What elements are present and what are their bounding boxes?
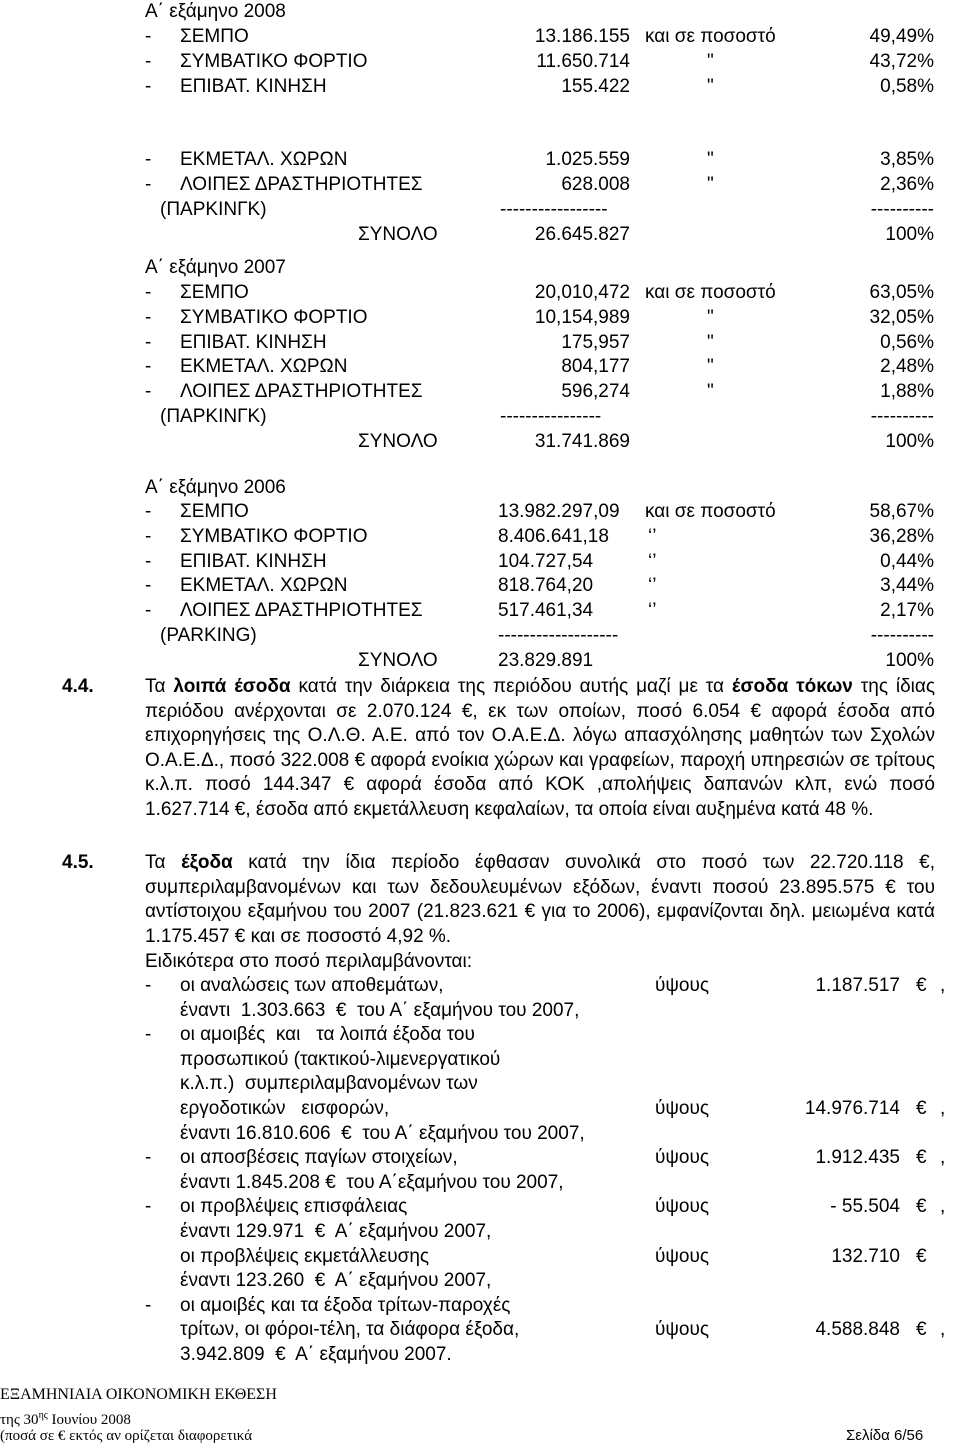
revenue-table-2007 (0, 281, 960, 455)
row-label: ΣΥΜΒΑΤΙΚΟ ΦΟΡΤΙΟ (180, 306, 368, 328)
total-percentage: 100% (885, 430, 934, 452)
row-percentage: 36,28% (869, 525, 934, 547)
item-ypsous-label: ύψους (655, 1097, 710, 1119)
expense-line (0, 1195, 960, 1220)
bold-term: έσοδα τόκων (731, 676, 853, 697)
item-dash: - (145, 1196, 152, 1218)
item-value: 1.912.435 (815, 1147, 900, 1169)
item-text: έναντι 129.971 € Α΄ εξαμήνου 2007, (180, 1220, 492, 1242)
row-amount: 8.406.641,18 (498, 525, 609, 547)
row-label: ΣΥΜΒΑΤΙΚΟ ΦΟΡΤΙΟ (180, 525, 368, 547)
expense-line (0, 999, 960, 1024)
row-percentage: 0,44% (880, 550, 934, 572)
row-amount: 13.982.297,09 (498, 501, 620, 522)
separator-amount: ---------------- (500, 405, 602, 427)
item-text: κ.λ.π.) συμπεριλαμβανομένων των (180, 1073, 478, 1095)
footer-report-title: ΕΞΑΜΗΝΙΑΙΑ ΟΙΚΟΝΟΜΙΚΗ ΕΚΘΕΣΗ (0, 1386, 277, 1403)
table-row (0, 281, 960, 306)
row-qualifier: " (707, 174, 714, 196)
row-label: ΣΕΜΠΟ (180, 282, 249, 303)
total-label: ΣΥΝΟΛΟ (358, 430, 438, 452)
row-dash: - (145, 75, 152, 97)
row-label: ΣΕΜΠΟ (180, 26, 249, 47)
table-row (0, 25, 960, 50)
expense-item (0, 1023, 960, 1146)
item-dash: - (145, 1294, 152, 1316)
row-percentage: 3,44% (880, 575, 934, 597)
total-row (0, 223, 960, 248)
row-dash: - (145, 356, 152, 378)
paragraph-other-income (145, 675, 935, 822)
row-qualifier: ‘’ (648, 600, 657, 622)
expense-line (0, 1097, 960, 1122)
row-dash: - (145, 525, 152, 547)
row-amount: 175,957 (561, 331, 630, 353)
item-ypsous-label: ύψους (655, 1245, 710, 1267)
row-dash: - (145, 282, 152, 303)
row-label: ΛΟΙΠΕΣ ΔΡΑΣΤΗΡΙΟΤΗΤΕΣ (180, 600, 423, 622)
item-dash: - (145, 1024, 152, 1046)
row-qualifier: " (707, 331, 714, 353)
item-text: τρίτων, οι φόροι-τέλη, τα διάφορα έξοδα, (180, 1319, 520, 1341)
expense-line (0, 1294, 960, 1319)
euro-sign: € (916, 1319, 927, 1341)
separator-percentage: ---------- (870, 405, 934, 427)
row-label: ΛΟΙΠΕΣ ΔΡΑΣΤΗΡΙΟΤΗΤΕΣ (180, 381, 423, 403)
expense-line (0, 1343, 960, 1368)
row-amount: 155.422 (561, 75, 630, 97)
row-label: ΛΟΙΠΕΣ ΔΡΑΣΤΗΡΙΟΤΗΤΕΣ (180, 174, 423, 196)
row-amount: 804,177 (561, 356, 630, 378)
separator-row (0, 198, 960, 223)
bold-term: έξοδα (181, 852, 233, 873)
table-row (0, 148, 960, 173)
expense-line (0, 1269, 960, 1294)
expense-item (0, 1195, 960, 1244)
row-amount: 517.461,34 (498, 600, 594, 622)
row-amount: 10,154,989 (534, 306, 630, 328)
item-dash: - (145, 975, 152, 996)
table-row (0, 75, 960, 100)
item-text: έναντι 16.810.606 € του Α΄ εξαμήνου του 2007, (180, 1122, 585, 1144)
total-amount: 23.829.891 (498, 649, 594, 671)
row-label: ΕΚΜΕΤΑΛ. ΧΩΡΩΝ (180, 575, 348, 597)
item-text: οι αμοιβές και τα έξοδα τρίτων-παροχές (180, 1294, 511, 1316)
expense-item (0, 1146, 960, 1195)
row-dash: - (145, 381, 152, 403)
row-dash: - (145, 600, 152, 622)
row-dash: - (145, 331, 152, 353)
item-ypsous-label: ύψους (655, 1196, 710, 1218)
row-amount: 628.008 (561, 174, 630, 196)
table-row (0, 550, 960, 575)
item-text: έναντι 1.303.663 € του Α΄ εξαμήνου του 2007, (180, 999, 580, 1021)
row-parenthetical: (ΠΑΡΚΙΝΓΚ) (160, 198, 267, 220)
separator-row (0, 405, 960, 430)
expenses-intro: Ειδικότερα στο ποσό περιλαμβάνονται: (145, 951, 473, 972)
item-suffix: , (940, 1319, 946, 1341)
total-row (0, 430, 960, 455)
item-dash: - (145, 1147, 152, 1169)
table-2007-title: Α΄ εξάμηνο 2007 (145, 257, 286, 278)
expense-line (0, 1048, 960, 1073)
item-suffix: , (940, 975, 946, 996)
row-label: ΕΚΜΕΤΑΛ. ΧΩΡΩΝ (180, 356, 348, 378)
row-label: ΣΕΜΠΟ (180, 501, 249, 522)
total-percentage: 100% (885, 649, 934, 671)
item-suffix: , (940, 1097, 946, 1119)
table-2006-title: Α΄ εξάμηνο 2006 (145, 477, 286, 498)
separator-row (0, 624, 960, 649)
expense-line (0, 1318, 960, 1343)
item-value: - 55.504 (830, 1196, 900, 1218)
expense-line (0, 1072, 960, 1097)
paragraph-text: της ίδιας περιόδου ανέρχονται σε 2.070.124 €, εκ των οποίων, ποσό 6.054 € αφορά έσοδα από επιχορηγήσεις της Ο.Λ.Θ. Α.Ε. από τον Ο.Α.Ε.Δ. λόγω απασχόλησης μαθητών των Σχολών Ο.Α.Ε.Δ., ποσό 322.008 € αφορά ενοίκια χώρων και γραφείων, παροχή υπηρεσιών σε τρίτους κ.λ.π. ποσό 144.347 € αφορά έσοδα από ΚΟΚ ,απολήψεις δαπανών κλπ, ενώ ποσό 1.627.714 €, έσοδα από εκμετάλλευση κεφαλαίων, τα οποία είναι αυξημένα κατά 48 %. (145, 676, 936, 820)
expense-line (0, 974, 960, 999)
table-row (0, 599, 960, 624)
expense-line (0, 1146, 960, 1171)
row-amount: 1.025.559 (545, 149, 630, 171)
table-row (0, 306, 960, 331)
footer-date-text: Ιουνίου 2008 (47, 1412, 131, 1428)
expense-line (0, 1122, 960, 1147)
item-text: έναντι 1.845.208 € του Α΄εξαμήνου του 2007, (180, 1171, 564, 1193)
expense-item (0, 1245, 960, 1294)
expense-item (0, 1294, 960, 1368)
total-row (0, 649, 960, 674)
row-qualifier: και σε ποσοστό (645, 26, 776, 47)
row-qualifier: ‘’ (648, 525, 657, 547)
row-qualifier: " (707, 75, 714, 97)
separator-amount: ------------------- (498, 624, 619, 646)
item-text: οι προβλέψεις επισφάλειας (180, 1196, 408, 1218)
item-text: οι αμοιβές και τα λοιπά έξοδα του (180, 1024, 475, 1046)
footer-currency-note: (ποσά σε € εκτός αν ορίζεται διαφορετικά (0, 1428, 253, 1444)
table-row (0, 173, 960, 198)
row-percentage: 2,36% (880, 174, 934, 196)
page-number: Σελίδα 6/56 (846, 1427, 924, 1444)
row-percentage: 49,49% (869, 26, 934, 47)
expense-line (0, 1220, 960, 1245)
euro-sign: € (916, 1097, 927, 1119)
total-label: ΣΥΝΟΛΟ (358, 223, 438, 245)
row-parenthetical: (ΠΑΡΚΙΝΓΚ) (160, 405, 267, 427)
paragraph-text: κατά την ίδια περίοδο έφθασαν συνολικά στο ποσό των 22.720.118 €, συμπεριλαμβανομένων και των δεδουλευμένων εξόδων, έναντι ποσού 23.895.575 € του αντίστοιχου εξαμήνου του 2007 (21.823.621 € για το 2006), εμφανίζονται δηλ. μειωμένα κατά 1.175.457 € και σε ποσοστό 4,92 %. (145, 852, 935, 947)
item-ypsous-label: ύψους (655, 975, 710, 996)
item-value: 132.710 (831, 1245, 900, 1267)
item-value: 1.187.517 (815, 975, 900, 996)
row-dash: - (145, 501, 152, 522)
separator-amount: ----------------- (500, 198, 608, 220)
euro-sign: € (916, 1245, 927, 1267)
row-dash: - (145, 575, 152, 597)
section-number-4-4: 4.4. (62, 676, 94, 697)
item-suffix: , (940, 1196, 946, 1218)
revenue-table-2008 (0, 25, 960, 248)
row-qualifier: " (707, 306, 714, 328)
revenue-table-2006 (0, 500, 960, 674)
table-row (0, 331, 960, 356)
row-qualifier: " (707, 149, 714, 171)
paragraph-expenses (145, 851, 935, 949)
row-percentage: 0,58% (880, 75, 934, 97)
row-dash: - (145, 149, 152, 171)
table-row (0, 380, 960, 405)
row-qualifier: " (707, 381, 714, 403)
row-percentage: 63,05% (869, 282, 934, 303)
row-amount: 104.727,54 (498, 550, 594, 572)
row-label: ΕΚΜΕΤΑΛ. ΧΩΡΩΝ (180, 149, 348, 171)
table-row (0, 500, 960, 525)
item-suffix: , (940, 1147, 946, 1169)
row-dash: - (145, 50, 152, 72)
total-percentage: 100% (885, 223, 934, 245)
row-percentage: 0,56% (880, 331, 934, 353)
row-qualifier: και σε ποσοστό (645, 282, 776, 303)
item-ypsous-label: ύψους (655, 1319, 710, 1341)
row-qualifier: " (707, 356, 714, 378)
paragraph-text: Τα (145, 852, 182, 873)
expenses-breakdown (0, 974, 960, 1368)
item-text: οι αποσβέσεις παγίων στοιχείων, (180, 1147, 458, 1169)
total-label: ΣΥΝΟΛΟ (358, 649, 438, 671)
row-label: ΕΠΙΒΑΤ. ΚΙΝΗΣΗ (180, 550, 327, 572)
row-qualifier: " (707, 50, 714, 72)
item-value: 14.976.714 (804, 1097, 900, 1119)
row-percentage: 2,17% (880, 600, 934, 622)
row-amount: 11.650.714 (536, 50, 630, 72)
euro-sign: € (916, 1196, 927, 1218)
row-amount: 596,274 (561, 381, 630, 403)
total-amount: 31.741.869 (534, 430, 630, 452)
total-amount: 26.645.827 (534, 223, 630, 245)
row-label: ΣΥΜΒΑΤΙΚΟ ΦΟΡΤΙΟ (180, 50, 368, 72)
row-percentage: 2,48% (880, 356, 934, 378)
table-row (0, 525, 960, 550)
row-percentage: 1,88% (880, 381, 934, 403)
row-amount: 818.764,20 (498, 575, 594, 597)
separator-percentage: ---------- (870, 624, 934, 646)
row-qualifier: και σε ποσοστό (645, 501, 776, 522)
euro-sign: € (916, 1147, 927, 1169)
row-label: ΕΠΙΒΑΤ. ΚΙΝΗΣΗ (180, 331, 327, 353)
bold-term: λοιπά έσοδα (173, 676, 291, 697)
item-text: οι αναλώσεις των αποθεμάτων, (180, 975, 444, 996)
expense-line (0, 1245, 960, 1270)
table-row (0, 574, 960, 599)
euro-sign: € (916, 975, 927, 996)
footer-date-text: της 30 (0, 1412, 39, 1428)
row-qualifier: ‘’ (648, 550, 657, 572)
table-row (0, 50, 960, 75)
row-label: ΕΠΙΒΑΤ. ΚΙΝΗΣΗ (180, 75, 327, 97)
row-amount: 13.186.155 (534, 26, 630, 47)
item-text: έναντι 123.260 € Α΄ εξαμήνου 2007, (180, 1270, 492, 1292)
row-dash: - (145, 174, 152, 196)
paragraph-text: κατά την διάρκεια της περιόδου αυτής μαζί με τα (290, 676, 732, 697)
footer-date-sup: ης (38, 1410, 48, 1421)
table-row (0, 355, 960, 380)
expense-line (0, 1171, 960, 1196)
expense-line (0, 1023, 960, 1048)
row-dash: - (145, 306, 152, 328)
item-text: προσωπικού (τακτικού-λιμενεργατικού (180, 1048, 501, 1070)
row-dash: - (145, 550, 152, 572)
item-value: 4.588.848 (815, 1319, 900, 1341)
row-parenthetical: (PARKING) (160, 624, 257, 646)
row-percentage: 3,85% (880, 149, 934, 171)
row-amount: 20,010,472 (534, 282, 630, 303)
row-percentage: 43,72% (869, 50, 934, 72)
separator-percentage: ---------- (870, 198, 934, 220)
row-percentage: 58,67% (869, 501, 934, 522)
expense-item (0, 974, 960, 1023)
table-2008-title: Α΄ εξάμηνο 2008 (145, 1, 286, 22)
item-text: εργοδοτικών εισφορών, (180, 1097, 390, 1119)
item-ypsous-label: ύψους (655, 1147, 710, 1169)
paragraph-text: Τα (145, 676, 174, 697)
item-text: 3.942.809 € Α΄ εξαμήνου 2007. (180, 1343, 452, 1365)
row-percentage: 32,05% (869, 306, 934, 328)
section-number-4-5: 4.5. (62, 852, 94, 873)
row-dash: - (145, 26, 152, 47)
item-text: οι προβλέψεις εκμετάλλευσης (180, 1245, 430, 1267)
row-qualifier: ‘’ (648, 575, 657, 597)
